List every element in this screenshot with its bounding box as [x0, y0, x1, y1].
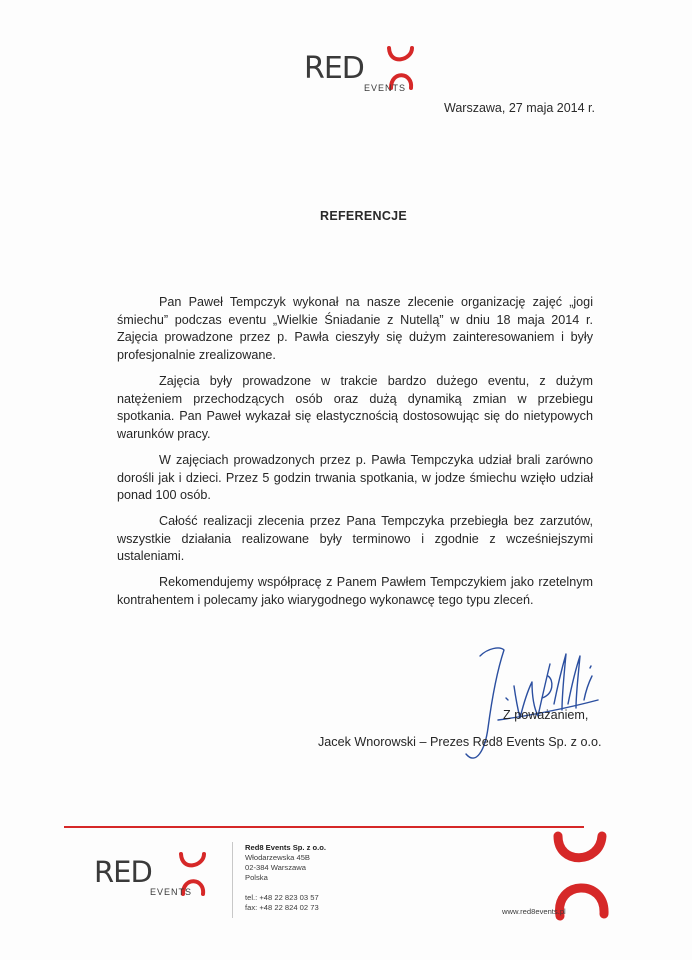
company-street: Włodarzewska 45B	[245, 853, 310, 862]
document-title: REFERENCJE	[320, 209, 408, 223]
company-country: Polska	[245, 873, 268, 882]
company-website: www.red8events.pl	[502, 907, 566, 916]
logo-subtitle: EVENTS	[150, 887, 193, 897]
company-fax: fax: +48 22 824 02 73	[245, 903, 319, 912]
closing-phrase: Z poważaniem,	[503, 708, 589, 722]
company-logo-footer	[94, 850, 210, 904]
company-phone: tel.: +48 22 823 03 57	[245, 893, 319, 902]
company-city: 02-384 Warszawa	[245, 863, 306, 872]
signer-name: Jacek Wnorowski – Prezes Red8 Events Sp. z o.o.	[318, 735, 602, 749]
paragraph-5: Rekomendujemy współpracę z Panem Pawłem Tempczykiem jako rzetelnym kontrahentem i polecamy jako wiarygodnego wykonawcę tego typu zleceń.	[117, 575, 593, 607]
paragraph-3: W zajęciach prowadzonych przez p. Pawła Tempczyka udział brali zarówno dorośli jak i dzieci. Przez 5 godzin trwania spotkania, w jodze śmiechu wzięło udział ponad 100 osób.	[117, 453, 593, 502]
logo-wordmark: RED	[94, 855, 152, 889]
logo-wordmark: RED	[304, 51, 364, 86]
company-logo-header	[304, 44, 416, 100]
logo-subtitle: EVENTS	[364, 83, 407, 93]
place-and-date: Warszawa, 27 maja 2014 r.	[444, 101, 595, 115]
company-contact-block	[245, 843, 326, 913]
footer-divider	[232, 842, 233, 918]
paragraph-4: Całość realizacji zlecenia przez Pana Tempczyka przebiegła bez zarzutów, wszystkie działania realizowane były terminowo i zgodnie z wcześniejszymi ustaleniami.	[117, 514, 593, 563]
paragraph-2: Zajęcia były prowadzone w trakcie bardzo dużego eventu, z dużym natężeniem przechodzących osób oraz dużą dynamiką zmian w przebiegu spotkania. Pan Paweł wykazał się elastycznością dostosowując się do nietypowych warunków pracy.	[117, 374, 593, 441]
footer-rule	[64, 826, 584, 828]
company-name: Red8 Events Sp. z o.o.	[245, 843, 327, 852]
paragraph-1: Pan Paweł Tempczyk wykonał na nasze zlecenie organizację zajęć „jogi śmiechu” podczas eventu „Wielkie Śniadanie z Nutellą” w dniu 18 maja 2014 r. Zajęcia prowadzone przez p. Pawła cieszyły się dużym zainteresowaniem i były profesjonalnie zrealizowane.	[117, 295, 593, 362]
handwritten-signature	[458, 628, 608, 773]
